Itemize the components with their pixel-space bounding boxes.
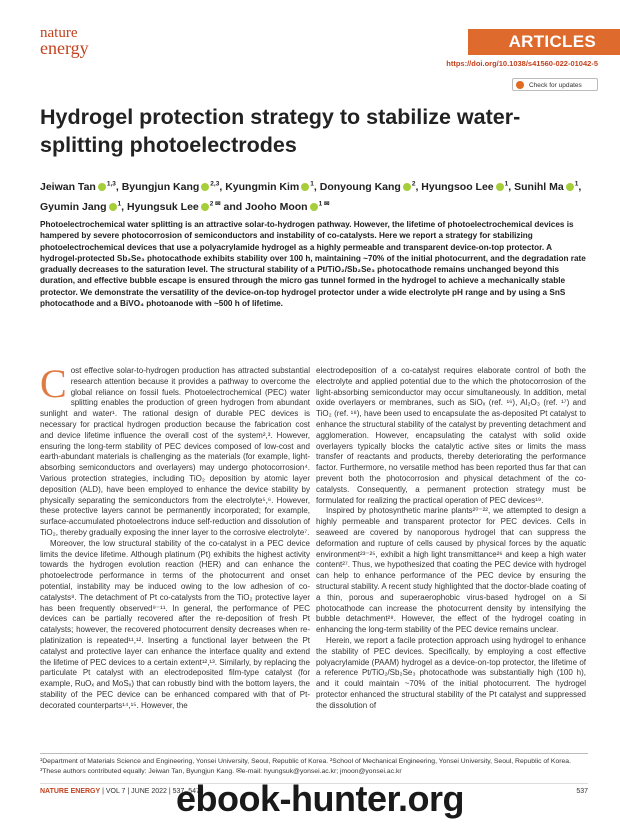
author[interactable]: Kyungmin Kim $^1$, bbox=[225, 180, 320, 193]
crossmark-icon bbox=[516, 81, 524, 89]
footnote-divider bbox=[40, 753, 588, 754]
author[interactable]: Sunihl Ma $^1$, bbox=[514, 180, 582, 193]
body-paragraph: electrodeposition of a co-catalyst requires elaborate control of both the electrolyte and applied potential due to the which the photocorrosion of the light-absorbing semiconductor may occur simultaneously. In addition, metal oxide overlayers or membranes, such as SiOₓ (ref. ¹⁶), Al₂O₃ (ref. ¹⁷) and TiO₂ (ref. ¹⁸), have been used to encapsulate the as-deposited Pt catalyst to enhance the structural stability of the catalyst by preventing detachment and agglomeration. However, encapsulating the catalyst with solid oxide overlayers typically blocks the catalytic active sites or limits the mass transfer of reactants and products, thereby deteriorating the performance factor. Furthermore, no versatile method has been reported thus far that can prevent both the photocorrosion and physical detachment of the co-catalysts. Consequently, a permanent protection strategy must be formulated for realizing the practical operation of PEC devices¹⁹. bbox=[316, 366, 586, 505]
author[interactable]: Jeiwan Tan $^{1,3}$, bbox=[40, 180, 122, 193]
body-paragraph: Cost effective solar-to-hydrogen production has attracted substantial research attention because it provides a pathway to overcome the global reliance on fossil fuels. Photoelectrochemical (PEC) water splitting enables the production of green hydrogen from abundant sunlight and water¹. The rational design of durable PEC devices is necessary for practical hydrogen production because the fabrication cost and device lifetime influence the overall cost of the system²,³. However, ensuring the long-term stability of PEC devices composed of low-cost and earth-abundant materials is challenging as the materials (for example, light-absorbing semiconductors and overlayers) may undergo photocorrosion⁴. Various protection strategies, including TiO₂ deposition by atomic layer deposition (ALD), have been employed to enhance the device stability by physically separating the semiconductors from the electrolyte⁵,⁶. However, these protective layers cannot be permanently incorporated; for example, surface-accumulated photoelectrons induce self-reduction and dissolution of TiO₂, thereby gradually exposing the inner layer to the corrosive electrolyte⁷. bbox=[40, 361, 310, 537]
body-paragraph: Moreover, the low structural stability of the co-catalyst in a PEC device limits the device lifetime. Although platinum (Pt) exhibits the highest activity towards the hydrogen evolution reaction (HER) and can enhance the photoelectrode performance in terms of the photocurrent and onset potential, instability may be induced owing to the low adhesion of co-catalysts⁸. The detachment of Pt co-catalysts from the TiO₂ protective layer has been frequently observed⁹⁻¹¹. In general, the performance of PEC devices can be partially recovered after the re-deposition of fresh Pt catalysts; however, the recovered photocurrent density decreases when re-platinization is repeated¹¹,¹². Inserting a functional layer between the Pt catalyst and protective layer can enhance the interface quality and extend the lifetime of PEC devices to a certain extent¹²,¹³. Similarly, by replacing the particulate Pt catalyst with an electrodeposited film-type catalyst (for example, RuOₓ and MoSₓ) that can robustly bind with the bottom layers, the stability of the PEC device can be enhanced compared with that of Pt-decorated counterparts¹⁴,¹⁵. However, the bbox=[40, 538, 310, 710]
drop-cap: C bbox=[40, 361, 67, 406]
journal-logo-line2: energy bbox=[40, 38, 89, 59]
body-paragraph: Inspired by photosynthetic marine plants²⁰⁻²², we attempted to design a highly permeable and transparent protector for PEC devices. Cells in seaweed are covered by nanoporous hydrogel that can suppress the deformation and rupture of cells caused by physical forces by the aquatic environment²³⁻²⁵, exhibit a high light transmittance²⁶ and keep a high water content²⁷. Thus, we hypothesized that coating the PEC device with hydrogel can help to enhance performance of the PEC device by ensuring the structural stability. A recent study highlighted that the doctor-blade coating of a thin, porous and superaerophobic virus-based hydrogel on a Si photocathode can increase the photocurrent density by intensifying the bubble detachment²⁸. However, the effect of the hydrogel coating in enhancing the long-term stability of the PEC device remains unclear. bbox=[316, 506, 586, 635]
page-number: 537 bbox=[576, 788, 588, 795]
orcid-icon[interactable] bbox=[310, 203, 318, 211]
footer-info: | VOL 7 | JUNE 2022 | 537–547 | bbox=[100, 788, 204, 795]
author-list bbox=[40, 175, 590, 216]
body-column-left bbox=[40, 361, 310, 712]
author[interactable]: Byungjun Kang $^{2,3}$, bbox=[121, 180, 226, 193]
orcid-icon[interactable] bbox=[201, 183, 209, 191]
watermark: ebook-hunter.org bbox=[176, 778, 464, 819]
author[interactable]: Jooho Moon $^{1 ✉}$ bbox=[245, 200, 330, 213]
abstract: Photoelectrochemical water splitting is an attractive solar-to-hydrogen pathway. However, the lifetime of photoelectrochemical devices is hampered by severe photocorrosion of semiconductors and instability of co-catalysts. Here we report a strategy for stabilizing photoelectrochemical devices that use a polyacrylamide hydrogel as a highly permeable and transparent device-on-top protector. A hydrogel-protected Sb₂Se₃ photocathode exhibits stability over 100 h, maintaining ~70% of the initial photocurrent, and the degradation rate gradually decreases to the saturation level. The structural stability of a Pt/TiO₂/Sb₂Se₃ photocathode remains unchanged beyond this duration, and effective bubble escape is ensured through the micro gas tunnel formed in the hydrogel to achieve a mechanically stable protector. We demonstrate the versatility of the device-on-top hydrogel protector under a wide electrolyte pH range and by using a SnS photocathode and a BiVO₄ photoanode with ~500 h of lifetime. bbox=[40, 220, 586, 309]
orcid-icon[interactable] bbox=[301, 183, 309, 191]
article-title: Hydrogel protection strategy to stabilize water-splitting photoelectrodes bbox=[40, 105, 521, 157]
doi-link[interactable]: https://doi.org/10.1038/s41560-022-01042-5 bbox=[446, 59, 598, 68]
orcid-icon[interactable] bbox=[109, 203, 117, 211]
orcid-icon[interactable] bbox=[201, 203, 209, 211]
author[interactable]: Gyumin Jang $^1$, bbox=[40, 200, 127, 213]
orcid-icon[interactable] bbox=[496, 183, 504, 191]
author[interactable]: Donyoung Kang $^2$, bbox=[319, 180, 422, 193]
orcid-icon[interactable] bbox=[98, 183, 106, 191]
affiliations-footnote: ¹Department of Materials Science and Engineering, Yonsei University, Seoul, Republic of Korea. ²School of Mechanical Engineering, Yonsei University, Seoul, Republic of Korea. ³These authors contributed equally: Jeiwan Tan, Byungjun Kang. ✉e-mail: hyungsuk@yonsei.ac.kr; jmoon@yonsei.ac.kr bbox=[40, 758, 571, 775]
footer-journal: NATURE ENERGY bbox=[40, 788, 101, 795]
check-updates-label: Check for updates bbox=[529, 82, 582, 89]
orcid-icon[interactable] bbox=[403, 183, 411, 191]
body-paragraph: Herein, we report a facile protection approach using hydrogel to enhance the stability of PEC devices. Specifically, by employing a cost effective polyacrylamide (PAAM) hydrogel as a device-on-top protector, the lifetime of a reference Pt/TiO₂/Sb₂Se₃ photocathode was substantially high (100 h), and it could maintain ~70% of the initial photocurrent. The hydrogel protector enhanced the structural stability of the Pt catalyst and suppressed the dissolution of bbox=[316, 635, 586, 710]
check-updates-button[interactable] bbox=[512, 78, 598, 91]
author[interactable]: Hyungsoo Lee $^1$, bbox=[421, 180, 515, 193]
section-label: ARTICLES bbox=[508, 32, 596, 51]
journal-logo-line1: nature bbox=[40, 25, 78, 41]
journal-logo bbox=[40, 26, 89, 57]
author[interactable]: Hyungsuk Lee $^{2 ✉}$ and bbox=[126, 200, 246, 213]
body-column-right bbox=[316, 366, 586, 712]
orcid-icon[interactable] bbox=[566, 183, 574, 191]
